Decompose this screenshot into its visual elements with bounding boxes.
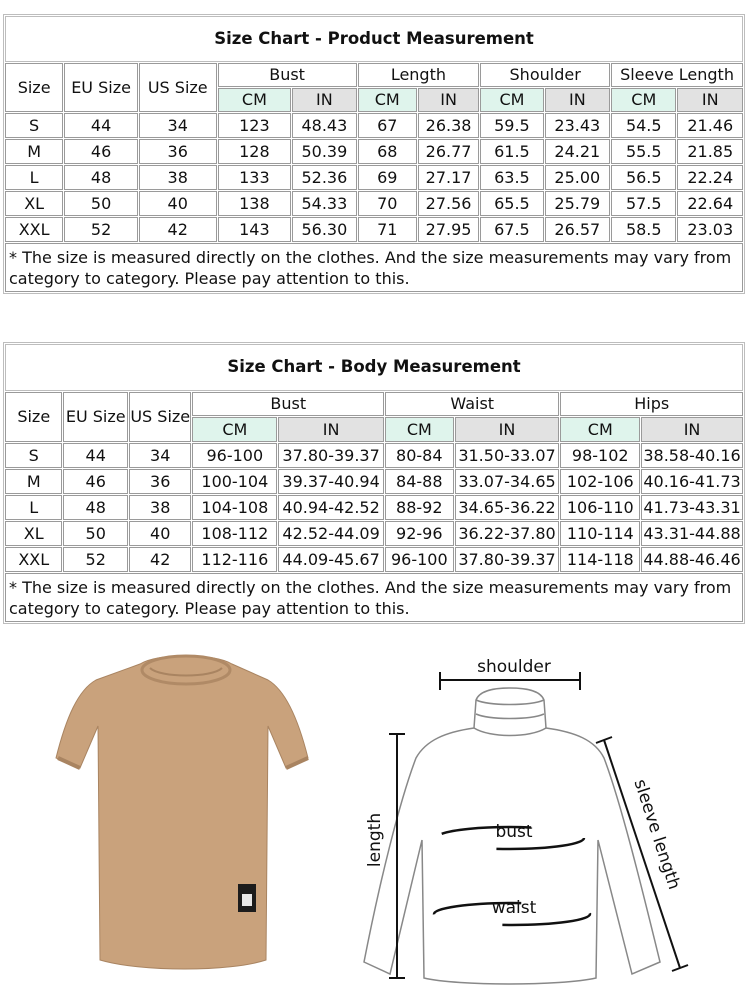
body-size-chart bbox=[3, 342, 745, 624]
cm-unit-header: CM bbox=[358, 88, 417, 112]
table-cell: 55.5 bbox=[611, 139, 676, 164]
table-cell: 37.80-39.37 bbox=[278, 443, 384, 468]
table-cell: 50.39 bbox=[292, 139, 356, 164]
table-cell: S bbox=[5, 113, 63, 138]
cm-unit-header: CM bbox=[611, 88, 676, 112]
table-cell: 114-118 bbox=[560, 547, 640, 572]
table-row bbox=[5, 217, 743, 242]
table-cell: 40.16-41.73 bbox=[641, 469, 743, 494]
table-cell: 106-110 bbox=[560, 495, 640, 520]
table-cell: 68 bbox=[358, 139, 417, 164]
table-cell: 23.43 bbox=[545, 113, 610, 138]
table-cell: 48 bbox=[64, 165, 138, 190]
waist-header: Waist bbox=[385, 392, 559, 416]
table-cell: 41.73-43.31 bbox=[641, 495, 743, 520]
table-cell: 26.77 bbox=[418, 139, 479, 164]
table-cell: 88-92 bbox=[385, 495, 454, 520]
table-row bbox=[5, 547, 743, 572]
table-cell: 42 bbox=[129, 547, 192, 572]
table-cell: 65.5 bbox=[480, 191, 543, 216]
table-cell: 42 bbox=[139, 217, 217, 242]
table-cell: 108-112 bbox=[192, 521, 277, 546]
eu-size-header: EU Size bbox=[64, 63, 138, 112]
table-cell: 133 bbox=[218, 165, 292, 190]
cm-unit-header: CM bbox=[480, 88, 543, 112]
table-cell: 48.43 bbox=[292, 113, 356, 138]
table-cell: 44.88-46.46 bbox=[641, 547, 743, 572]
table-row bbox=[5, 191, 743, 216]
table-cell: 39.37-40.94 bbox=[278, 469, 384, 494]
table-cell: 50 bbox=[64, 191, 138, 216]
bust-header: Bust bbox=[218, 63, 357, 87]
in-unit-header: IN bbox=[292, 88, 356, 112]
sleeve-length-header: Sleeve Length bbox=[611, 63, 743, 87]
sleeve-length-label: sleeve length bbox=[629, 776, 684, 893]
table-row bbox=[5, 113, 743, 138]
table-cell: XXL bbox=[5, 217, 63, 242]
table-cell: 59.5 bbox=[480, 113, 543, 138]
hips-header: Hips bbox=[560, 392, 743, 416]
chart-title: Size Chart - Body Measurement bbox=[5, 344, 743, 391]
waist-label: waist bbox=[491, 898, 537, 918]
table-cell: L bbox=[5, 495, 62, 520]
table-cell: 52 bbox=[64, 217, 138, 242]
table-cell: 92-96 bbox=[385, 521, 454, 546]
table-cell: 98-102 bbox=[560, 443, 640, 468]
table-row bbox=[5, 521, 743, 546]
table-row bbox=[5, 139, 743, 164]
note-line: category to category. Please pay attention to this. bbox=[9, 269, 410, 288]
table-cell: 138 bbox=[218, 191, 292, 216]
table-row bbox=[5, 495, 743, 520]
table-cell: 33.07-34.65 bbox=[455, 469, 560, 494]
table-cell: 21.85 bbox=[677, 139, 743, 164]
table-cell: 143 bbox=[218, 217, 292, 242]
note-line: * The size is measured directly on the clothes. And the size measurements may vary from bbox=[9, 578, 732, 597]
measurement-note bbox=[5, 243, 743, 292]
table-cell: 128 bbox=[218, 139, 292, 164]
table-cell: L bbox=[5, 165, 63, 190]
table-cell: 110-114 bbox=[560, 521, 640, 546]
table-cell: 25.00 bbox=[545, 165, 610, 190]
table-cell: S bbox=[5, 443, 62, 468]
table-cell: 96-100 bbox=[385, 547, 454, 572]
table-cell: 25.79 bbox=[545, 191, 610, 216]
note-line: category to category. Please pay attention to this. bbox=[9, 599, 410, 618]
table-cell: 34 bbox=[129, 443, 192, 468]
table-cell: 46 bbox=[63, 469, 128, 494]
cm-unit-header: CM bbox=[385, 417, 454, 442]
length-header: Length bbox=[358, 63, 480, 87]
table-cell: 52.36 bbox=[292, 165, 356, 190]
table-cell: XXL bbox=[5, 547, 62, 572]
table-cell: 44.09-45.67 bbox=[278, 547, 384, 572]
table-cell: 27.56 bbox=[418, 191, 479, 216]
table-cell: 48 bbox=[63, 495, 128, 520]
measurement-figure bbox=[0, 640, 750, 1000]
cm-unit-header: CM bbox=[560, 417, 640, 442]
table-row bbox=[5, 469, 743, 494]
table-cell: 38 bbox=[129, 495, 192, 520]
in-unit-header: IN bbox=[545, 88, 610, 112]
table-cell: 54.5 bbox=[611, 113, 676, 138]
table-cell: 84-88 bbox=[385, 469, 454, 494]
in-unit-header: IN bbox=[418, 88, 479, 112]
table-cell: M bbox=[5, 469, 62, 494]
table-cell: 96-100 bbox=[192, 443, 277, 468]
length-label: length bbox=[365, 812, 385, 868]
table-cell: 38 bbox=[139, 165, 217, 190]
table-cell: 80-84 bbox=[385, 443, 454, 468]
bust-label: bust bbox=[495, 822, 533, 842]
table-cell: 112-116 bbox=[192, 547, 277, 572]
shoulder-label: shoulder bbox=[477, 657, 551, 677]
measurement-note bbox=[5, 573, 743, 622]
table-cell: 123 bbox=[218, 113, 292, 138]
table-cell: 31.50-33.07 bbox=[455, 443, 560, 468]
table-cell: XL bbox=[5, 191, 63, 216]
in-unit-header: IN bbox=[455, 417, 560, 442]
table-cell: 38.58-40.16 bbox=[641, 443, 743, 468]
tshirt-image bbox=[56, 656, 308, 969]
table-cell: 26.38 bbox=[418, 113, 479, 138]
table-cell: 56.5 bbox=[611, 165, 676, 190]
note-line: * The size is measured directly on the clothes. And the size measurements may vary from bbox=[9, 248, 732, 267]
table-row bbox=[5, 443, 743, 468]
in-unit-header: IN bbox=[278, 417, 384, 442]
chart-title: Size Chart - Product Measurement bbox=[5, 16, 743, 62]
product-size-chart bbox=[3, 14, 745, 294]
table-cell: 40 bbox=[129, 521, 192, 546]
cm-unit-header: CM bbox=[218, 88, 292, 112]
bust-header: Bust bbox=[192, 392, 384, 416]
table-cell: 46 bbox=[64, 139, 138, 164]
table-cell: 61.5 bbox=[480, 139, 543, 164]
table-cell: 104-108 bbox=[192, 495, 277, 520]
table-cell: 34.65-36.22 bbox=[455, 495, 560, 520]
cm-unit-header: CM bbox=[192, 417, 277, 442]
us-size-header: US Size bbox=[139, 63, 217, 112]
table-cell: 27.17 bbox=[418, 165, 479, 190]
us-size-header: US Size bbox=[129, 392, 192, 442]
table-cell: 36 bbox=[129, 469, 192, 494]
in-unit-header: IN bbox=[677, 88, 743, 112]
table-cell: 52 bbox=[63, 547, 128, 572]
in-unit-header: IN bbox=[641, 417, 743, 442]
table-cell: 102-106 bbox=[560, 469, 640, 494]
table-cell: 44 bbox=[64, 113, 138, 138]
table-cell: 36 bbox=[139, 139, 217, 164]
table-cell: 69 bbox=[358, 165, 417, 190]
table-cell: 40 bbox=[139, 191, 217, 216]
size-header: Size bbox=[5, 63, 63, 112]
table-cell: 23.03 bbox=[677, 217, 743, 242]
table-cell: 42.52-44.09 bbox=[278, 521, 384, 546]
table-cell: 27.95 bbox=[418, 217, 479, 242]
table-cell: 57.5 bbox=[611, 191, 676, 216]
table-cell: 22.24 bbox=[677, 165, 743, 190]
table-cell: 54.33 bbox=[292, 191, 356, 216]
table-cell: M bbox=[5, 139, 63, 164]
table-cell: 43.31-44.88 bbox=[641, 521, 743, 546]
table-row bbox=[5, 165, 743, 190]
table-cell: 58.5 bbox=[611, 217, 676, 242]
table-cell: 56.30 bbox=[292, 217, 356, 242]
table-cell: 44 bbox=[63, 443, 128, 468]
table-cell: 67 bbox=[358, 113, 417, 138]
table-cell: 40.94-42.52 bbox=[278, 495, 384, 520]
table-cell: 67.5 bbox=[480, 217, 543, 242]
table-cell: 36.22-37.80 bbox=[455, 521, 560, 546]
size-header: Size bbox=[5, 392, 62, 442]
table-cell: 63.5 bbox=[480, 165, 543, 190]
table-cell: 70 bbox=[358, 191, 417, 216]
table-cell: 34 bbox=[139, 113, 217, 138]
table-cell: 21.46 bbox=[677, 113, 743, 138]
table-cell: 24.21 bbox=[545, 139, 610, 164]
eu-size-header: EU Size bbox=[63, 392, 128, 442]
table-cell: XL bbox=[5, 521, 62, 546]
shoulder-header: Shoulder bbox=[480, 63, 610, 87]
table-cell: 71 bbox=[358, 217, 417, 242]
table-cell: 22.64 bbox=[677, 191, 743, 216]
table-cell: 50 bbox=[63, 521, 128, 546]
table-cell: 100-104 bbox=[192, 469, 277, 494]
table-cell: 26.57 bbox=[545, 217, 610, 242]
table-cell: 37.80-39.37 bbox=[455, 547, 560, 572]
